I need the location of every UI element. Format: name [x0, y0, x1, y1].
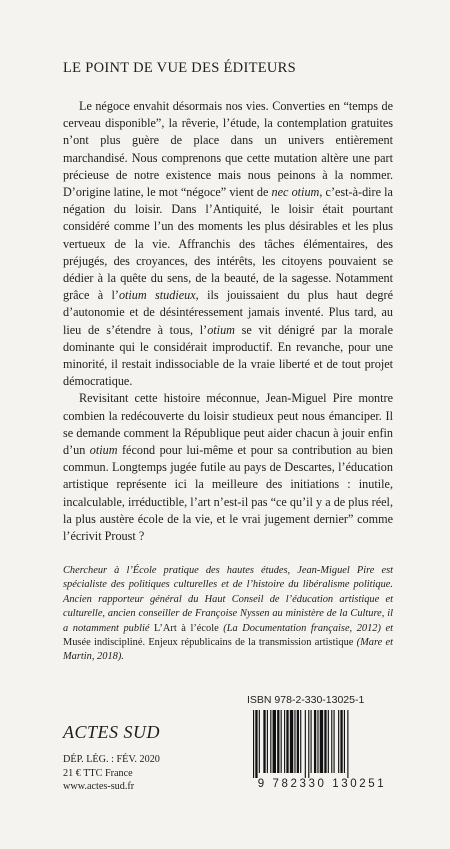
- bio-text-run: (La Documentation française, 2012) et: [218, 622, 394, 634]
- barcode-bars: [247, 710, 397, 778]
- text-run: , c’est-à-dire la négation du loisir. Dans l’Antiquité, le loisir était pourtant considéré comme l’un des moments les plus désirables et les plus vertueux de la vie. Affranchis des tâches élémentaires, des préjugés, des croyances, des intérêts, les citoyens pouvaient se dédier à la quête du sens, de la beauté, de la sagesse. Notamment grâce à l’: [63, 185, 393, 303]
- barcode-bar: [277, 710, 279, 773]
- barcode-bar: [294, 710, 295, 773]
- barcode-bar: [324, 710, 326, 773]
- blurb-paragraph-1: [63, 98, 393, 390]
- barcode-bar: [263, 710, 265, 773]
- barcode-bar: [273, 710, 276, 773]
- barcode-bar: [328, 710, 329, 773]
- barcode-bar: [290, 710, 293, 773]
- text-run: , ils jouissaient du plus haut degré d’autonomie et de désintéressement jamais inventé. Plus tard, au lieu de s’étendre à tous, l’: [63, 288, 393, 337]
- barcode-bar: [255, 710, 257, 778]
- bio-text-run: Chercheur à l’École pratique des hautes études, Jean-Miguel Pire est spécialiste des politiques culturelles et de l’histoire du libéralisme politique. Ancien rapporteur général du Haut Conseil de l’éducation artistique et culturelle, ancien conseiller de Françoise Nyssen au ministère de la Culture, il a notamment publié: [63, 565, 393, 634]
- barcode-bar: [338, 710, 339, 773]
- italic-term: otium studieux: [118, 288, 196, 303]
- barcode-bar: [340, 710, 342, 773]
- author-bio: [63, 564, 393, 665]
- barcode-bar: [308, 710, 309, 778]
- barcode-bar: [311, 710, 312, 773]
- barcode-bar: [344, 710, 345, 773]
- barcode-bar: [347, 710, 348, 778]
- barcode-bar: [305, 710, 306, 778]
- barcode-bar: [281, 710, 282, 773]
- text-run: Revisitant cette histoire méconnue, Jean-Miguel Pire montre combien la redécouverte du loisir studieux peut nous émanciper. Il se demande comment la République peut aider chacun à jouir enfin d’un: [63, 391, 393, 458]
- italic-term: otium: [207, 322, 235, 337]
- cover-heading: LE POINT DE VUE DES ÉDITEURS: [63, 60, 297, 76]
- barcode-bar: [334, 710, 335, 773]
- barcode-bar: [253, 710, 254, 778]
- barcode-bar: [300, 710, 301, 773]
- legal-deposit: DÉP. LÉG. : FÉV. 2020: [63, 754, 160, 765]
- blurb-paragraph-2: [63, 390, 393, 545]
- bio-text-run: (Mare et Martin, 2018).: [63, 637, 393, 663]
- barcode-image: [247, 710, 397, 778]
- barcode-bar: [331, 710, 332, 773]
- barcode-bar: [314, 710, 316, 773]
- barcode-bar: [284, 710, 285, 773]
- barcode-bar: [320, 710, 323, 773]
- text-run: Le négoce envahit désormais nos vies. Converties en “temps de cerveau disponible”, la rêverie, l’étude, la contemplation gratuites n’ont plus guère de place dans un univers entièrement marchandisé. Nous comprenons que cette mutation altère une part précieuse de notre existence mais nous peinons à la nommer. D’origine latine, le mot “négoce” vient de: [63, 99, 393, 200]
- book-title: Musée indiscipliné. Enjeux républicains de la transmission artistique: [63, 637, 354, 649]
- italic-term: otium: [89, 443, 118, 458]
- price: 21 € TTC France: [63, 767, 133, 779]
- publisher-logo: ACTES SUD: [63, 722, 161, 742]
- website: www.actes-sud.fr: [63, 781, 135, 792]
- blurb-text: [63, 98, 393, 545]
- barcode-bar: [317, 710, 318, 773]
- barcode-bar: [259, 710, 260, 773]
- barcode-bar: [270, 710, 271, 773]
- italic-term: nec otium: [271, 185, 320, 200]
- legal-info: [63, 753, 160, 794]
- text-run: fécond pour lui-même et pour sa contribution au bien commun. Longtemps jugée futile au pays de Descartes, l’éducation artistique représente ici la meilleure des initiations : inutile, incalculable, irréductible, l’art n’est-il pas “ce qu’il y a de plus réel, la plus austère école de la vie, et le vrai jugement dernier” comme l’écrivit Proust ?: [63, 443, 393, 544]
- barcode-bar: [267, 710, 268, 773]
- barcode-bar: [286, 710, 288, 773]
- book-title: L’Art à l’école: [154, 622, 219, 634]
- text-run: se vit dénigré par la morale dominante qui le considérait improductif. En revanche, pour une minorité, il restait indissociable de la vraie liberté et de tout projet démocratique.: [63, 322, 393, 389]
- barcode-digits: 9 782330 130251: [257, 778, 387, 790]
- isbn-number: ISBN 978-2-330-13025-1: [247, 694, 365, 706]
- barcode-bar: [297, 710, 299, 773]
